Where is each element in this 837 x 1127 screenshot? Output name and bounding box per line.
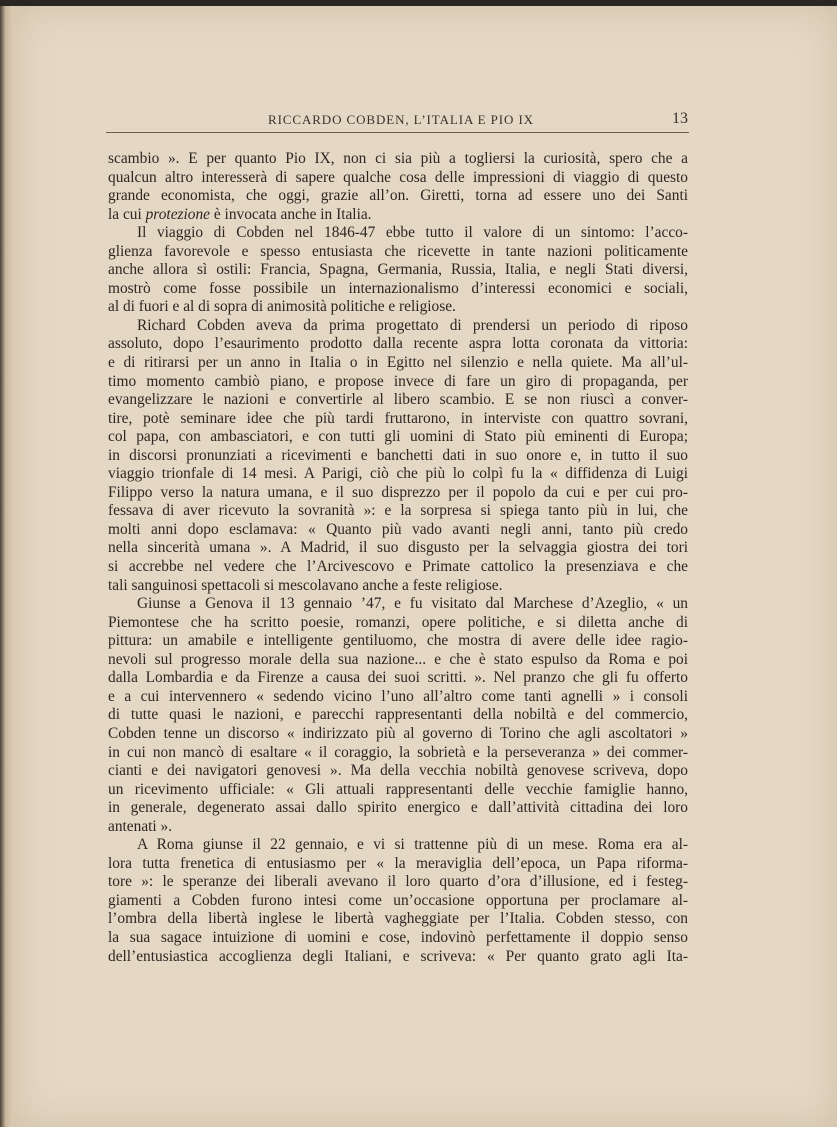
text-line: molti anni dopo esclamava: « Quanto più vado avanti negli anni, tanto più credo xyxy=(108,520,688,538)
text-line: dell’entusiastica accoglienza degli Italiani, e scriveva: « Per quanto grato agli Ita- xyxy=(108,947,688,965)
adjacent-page-edge xyxy=(0,6,14,1127)
text-line: glienza favorevole e spesso entusiasta che ricevette in tante nazioni politicamente xyxy=(108,242,688,260)
text-line: la sua sagace intuizione di uomini e cose, indovinò perfettamente il doppio senso xyxy=(108,928,688,946)
text-line: Filippo verso la natura umana, e il suo disprezzo per il popolo da cui e per cui pro- xyxy=(108,483,688,501)
text-line: timo momento cambiò piano, e propose invece di fare un giro di propaganda, per xyxy=(108,372,688,390)
text-line: cianti e dei navigatori genovesi ». Ma della vecchia nobiltà genovese scriveva, dopo xyxy=(108,762,688,780)
text-line: al di fuori e al di sopra di animosità politiche e religiose. xyxy=(108,298,456,316)
text-line: la cui protezione è invocata anche in Italia. xyxy=(108,205,372,223)
text-line: pittura: un amabile e intelligente gentiluomo, che mostra di avere delle idee ragio- xyxy=(108,632,688,650)
text-line: e di ritirarsi per un anno in Italia o in Egitto nel silenzio e nella quiete. Ma all’ul- xyxy=(108,354,688,372)
text-line: mostrò come fosse possibile un internazionalismo d’interessi economici e sociali, xyxy=(108,279,688,297)
text-line: in generale, degenerato assai dallo spirito energico e dall’attività cittadina dei loro xyxy=(108,799,688,817)
text-line: in discorsi pronunziati a ricevimenti e banchetti dati in suo onore e, in tutto il suo xyxy=(108,446,688,464)
text-line: Richard Cobden aveva da prima progettato di prendersi un periodo di riposo xyxy=(137,316,688,334)
text-line: si accrebbe nel vedere che l’Arcivescovo e Primate cattolico la presenziava e che xyxy=(108,558,688,576)
text-line: un ricevimento ufficiale: « Gli attuali rappresentanti delle vecchie famiglie hanno, xyxy=(108,780,688,798)
text-line: nevoli sul progresso morale della sua nazione... e che è stato espulso da Roma e poi xyxy=(108,650,688,668)
text-line: evangelizzare le nazioni e convertirle al libero scambio. E se non riuscì a conver- xyxy=(108,391,688,409)
text-line: fessava di aver ricevuto la sovranità »: e la sorpresa si spiega tanto più in lui, che xyxy=(108,502,688,520)
text-line: viaggio trionfale di 14 mesi. A Parigi, ciò che più lo colpì fu la « diffidenza di Luigi xyxy=(108,465,688,483)
running-head xyxy=(108,110,688,130)
header-rule xyxy=(106,132,689,133)
text-line: grande economista, che oggi, grazie all’on. Giretti, torna ad essere uno dei Santi xyxy=(108,187,688,205)
emphasized-word: protezione xyxy=(145,205,211,223)
text-line: Giunse a Genova il 13 gennaio ’47, e fu visitato dal Marchese d’Azeglio, « un xyxy=(137,595,688,613)
text-line: tali sanguinosi spettacoli si mescolavano anche a feste religiose. xyxy=(108,576,503,594)
text-line: Cobden tenne un discorso « indirizzato più al governo di Torino che agli ascoltatori » xyxy=(108,724,688,742)
text-line: tire, potè seminare idee che più tardi fruttarono, in interviste con quattro sovrani, xyxy=(108,409,688,427)
text-line: l’ombra della libertà inglese le libertà vagheggiate per l’Italia. Cobden stesso, con xyxy=(108,910,688,928)
text-line: lora tutta frenetica di entusiasmo per « la meraviglia dell’epoca, un Papa riforma- xyxy=(108,854,688,872)
text-line: nella sincerità umana ». A Madrid, il suo disgusto per la selvaggia giostra dei tori xyxy=(108,539,688,557)
text-line: qualcun altro interesserà di sapere qualche cosa delle impressioni di viaggio di questo xyxy=(108,168,688,186)
text-line: tore »: le speranze dei liberali avevano il loro quarto d’ora d’illusione, ed i festeg- xyxy=(108,873,688,891)
text-line: scambio ». E per quanto Pio IX, non ci sia più a togliersi la curiosità, spero che a xyxy=(108,150,688,167)
text-line: e a cui intervennero « sedendo vicino l’uno all’altro come tanti agnelli » i consoli xyxy=(108,687,688,705)
body-text xyxy=(108,150,688,966)
text-line: antenati ». xyxy=(108,817,173,835)
page-number: 13 xyxy=(672,110,688,127)
text-line: col papa, con ambasciatori, e con tutti gli uomini di Stato più eminenti di Europa; xyxy=(108,428,688,446)
text-line: Il viaggio di Cobden nel 1846-47 ebbe tutto il valore di un sintomo: l’acco- xyxy=(137,224,688,242)
text-line: anche allora sì ostili: Francia, Spagna, Germania, Russia, Italia, e negli Stati diversi, xyxy=(108,261,688,279)
text-line: in cui non mancò di esaltare « il coraggio, la sobrietà e la perseveranza » dei commer- xyxy=(108,743,688,761)
text-line: giamenti a Cobden furono intesi come un’occasione opportuna per proclamare al- xyxy=(108,891,688,909)
running-title: RICCARDO COBDEN, L’ITALIA E PIO IX xyxy=(268,112,534,127)
text-line: dalla Lombardia e da Firenze a causa dei suoi scritti. ». Nel pranzo che gli fu offerto xyxy=(108,669,688,687)
text-line: A Roma giunse il 22 gennaio, e vi si trattenne più di un mese. Roma era al- xyxy=(137,836,688,854)
text-line: di tutte quasi le nazioni, e parecchi rappresentanti della nobiltà e del commercio, xyxy=(108,706,688,724)
text-line: Piemontese che ha scritto poesie, romanzi, opere politiche, e si diletta anche di xyxy=(108,613,688,631)
text-line: assoluto, dopo l’esaurimento prodotto dalla recente aspra lotta coronata da vittoria: xyxy=(108,335,688,353)
